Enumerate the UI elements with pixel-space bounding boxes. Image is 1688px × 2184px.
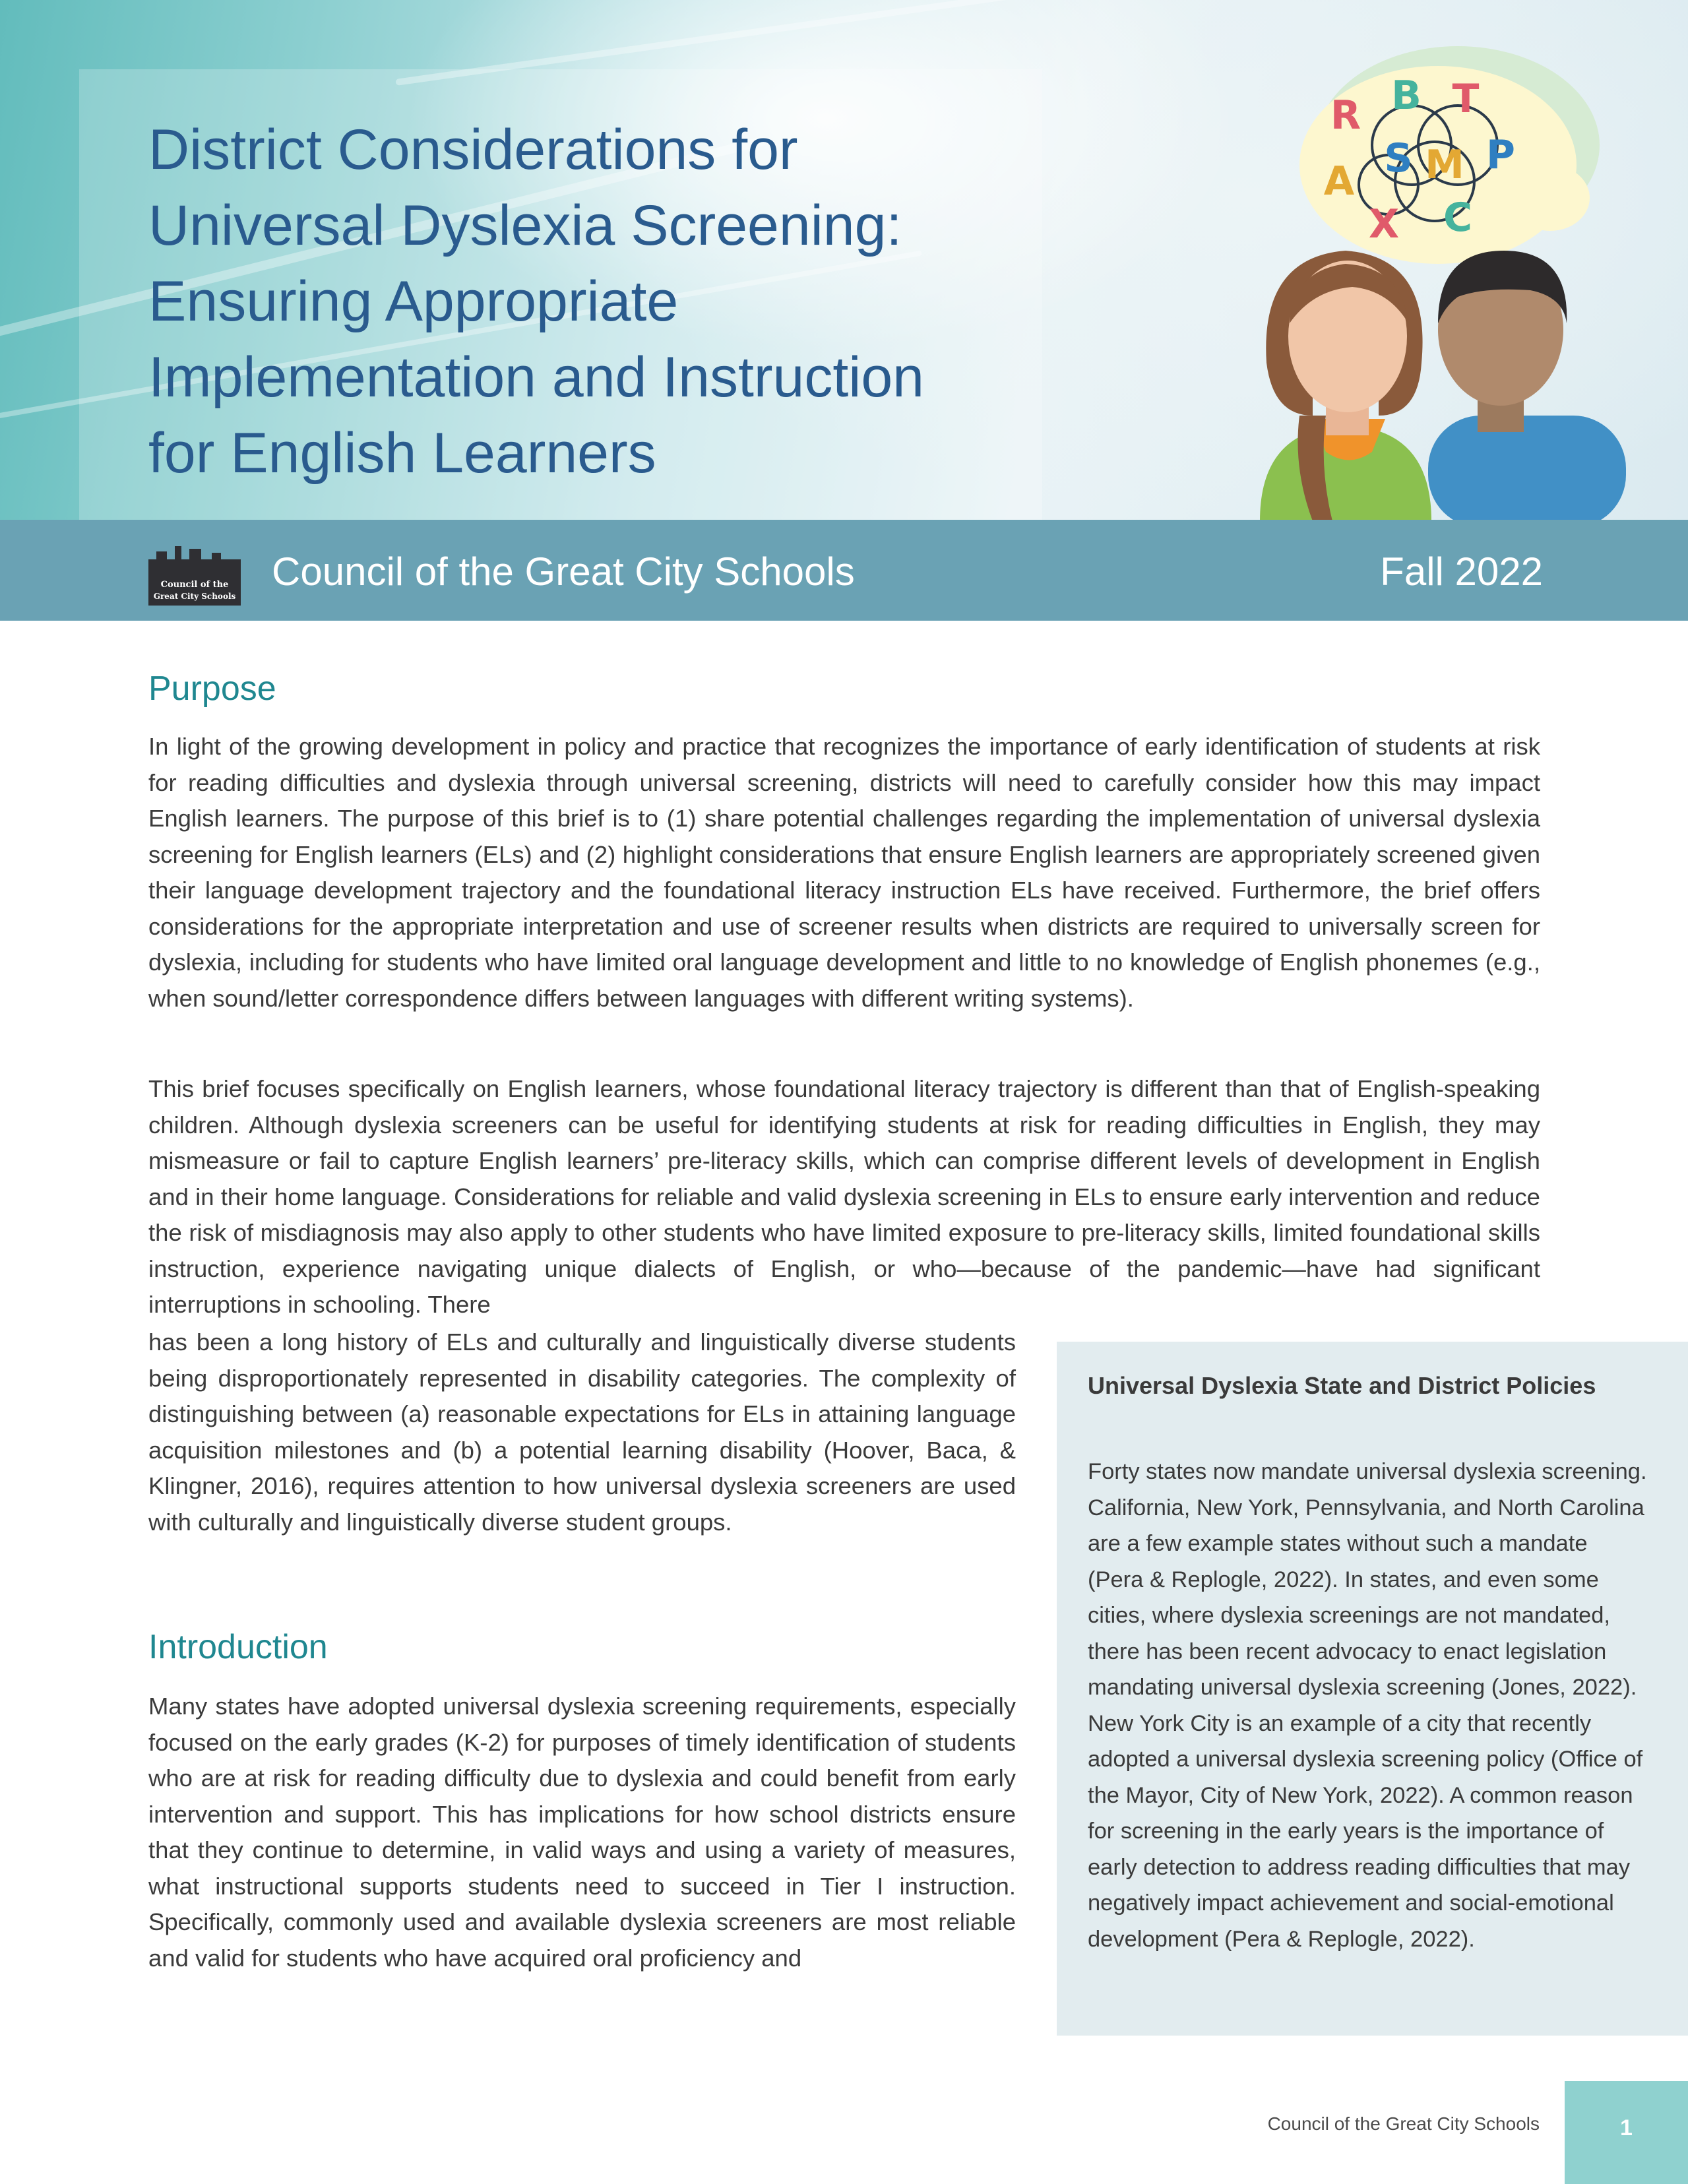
title-line: Universal Dyslexia Screening: (148, 194, 902, 257)
title-line: Implementation and Instruction (148, 346, 924, 409)
bubble-letter: B (1391, 73, 1422, 119)
cgcs-logo (148, 546, 241, 606)
bubble-letter: T (1452, 76, 1480, 122)
policy-sidebar (1057, 1342, 1688, 2036)
bubble-letter: P (1486, 132, 1515, 178)
purpose-paragraph-2: This brief focuses specifically on English learners, whose foundational literacy trajectory is different than that of English-speaking children. Although dyslexia screeners can be useful for identifying students at risk for reading difficulties in English, they may mismeasure or fail to capture English learners’ pre-literacy skills, which can comprise different levels of development in English and in their home language. Considerations for reliable and valid dyslexia screening in ELs to ensure early intervention and reduce the risk of misdiagnosis may also apply to other students who have limited exposure to pre-literacy skills, limited foundational skills instruction, experience navigating unique dialects of English, or who—because of the pandemic—have had significant interruptions in schooling. There (148, 1075, 1540, 1318)
bubble-letter: S (1384, 135, 1413, 181)
organization-bar (0, 520, 1688, 621)
document-title (148, 112, 1138, 491)
students-illustration (1220, 46, 1629, 521)
bubble-letter: X (1368, 201, 1400, 247)
introduction-paragraph-1: Many states have adopted universal dyslexia screening requirements, especially focused on the early grades (K-2) for purposes of timely identification of students who are at risk for reading difficulty due to dyslexia and could benefit from early intervention and support. This has implications for how school districts ensure that they continue to determine, in valid ways and using a variety of measures, what instructional supports students need to succeed in Tier I instruction. Specifically, commonly used and available dyslexia screeners are most reliable and valid for students who have acquired oral proficiency and (148, 1693, 1016, 1972)
sidebar-body: Forty states now mandate universal dyslexia screening. California, New York, Pennsylvania, and North Carolina are a few example states without such a mandate (Pera & Replogle, 2022). In states, and even some cities, where dyslexia screenings are not mandated, there has been recent advocacy to enact legislation mandating universal dyslexia screening (Jones, 2022). New York City is an example of a city that recently adopted a universal dyslexia screening policy (Office of the Mayor, City of New York, 2022). A common reason for screening in the early years is the importance of early detection to address reading difficulties that may negatively impact achievement and social-emotional development (Pera & Replogle, 2022). (1088, 1459, 1647, 1952)
publication-date: Fall 2022 (1380, 549, 1543, 594)
organization-name: Council of the Great City Schools (272, 549, 855, 594)
bubble-letter: C (1443, 195, 1473, 241)
title-line: for English Learners (148, 421, 656, 485)
title-line: District Considerations for (148, 118, 798, 181)
student-girl (1260, 251, 1431, 521)
title-line: Ensuring Appropriate (148, 270, 679, 333)
sidebar-title: Universal Dyslexia State and District Policies (1088, 1372, 1596, 1399)
thought-bubble (1511, 165, 1590, 231)
page-number-tab (1565, 2081, 1688, 2184)
bubble-letter: M (1425, 142, 1464, 188)
section-heading-purpose: Purpose (148, 670, 276, 708)
student-boy (1428, 251, 1626, 521)
header-banner (0, 0, 1688, 521)
footer-organization: Council of the Great City Schools (1267, 2113, 1540, 2134)
logo-text: Council of the (160, 580, 229, 590)
purpose-paragraph-1: In light of the growing development in policy and practice that recognizes the importance of early identification of students at risk for reading difficulties and dyslexia through universal screening, districts will need to carefully consider how this may impact English learners. The purpose of this brief is to (1) share potential challenges regarding the implementation of universal dyslexia screening for English learners (ELs) and (2) highlight considerations that ensure English learners are appropriately screened given their language development trajectory and the foundational literacy instruction ELs have received. Furthermore, the brief offers considerations for the appropriate interpretation and use of screener results when districts are required to universally screen for dyslexia, including for students who have limited oral language development and little to no knowledge of English phonemes (e.g., when sound/letter correspondence differs between languages with different writing systems). (148, 733, 1540, 1012)
logo-text: Great City Schools (153, 592, 236, 601)
bubble-letter: A (1323, 158, 1355, 204)
purpose-paragraph-2-continued: has been a long history of ELs and culturally and linguistically diverse students being disproportionately represented in disability categories. The complexity of distinguishing between (a) reasonable expectations for ELs in attaining language acquisition milestones and (b) a potential learning disability (Hoover, Baca, & Klingner, 2016), requires attention to how universal dyslexia screeners are used with culturally and linguistically diverse student groups. (148, 1328, 1016, 1536)
bubble-letter: R (1330, 92, 1361, 139)
section-heading-introduction: Introduction (148, 1628, 328, 1666)
page-number: 1 (1620, 2115, 1633, 2140)
